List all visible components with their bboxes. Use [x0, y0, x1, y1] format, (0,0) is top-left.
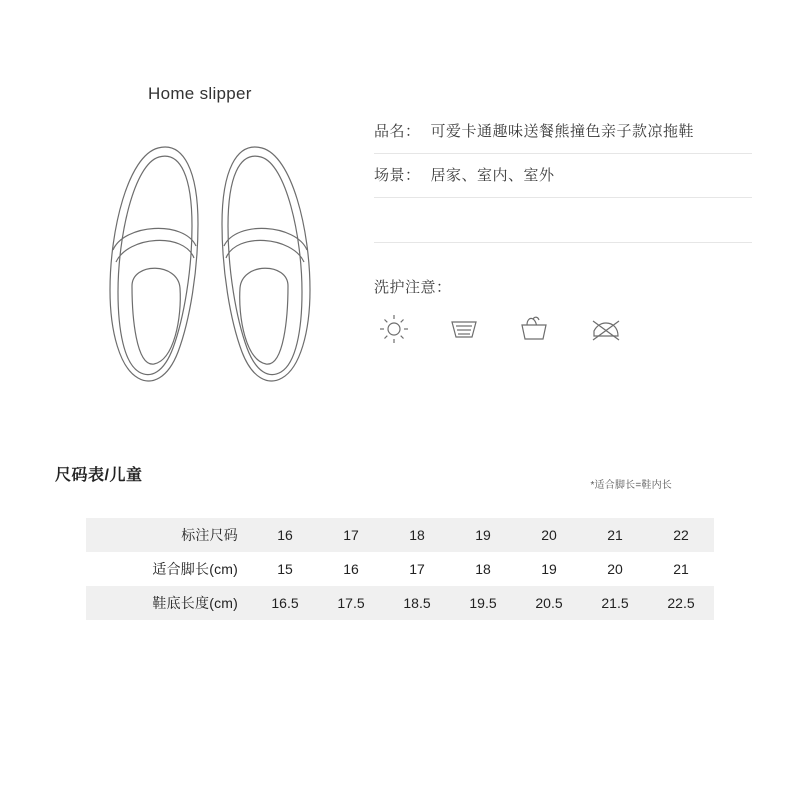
row-label: 鞋底长度(cm)	[152, 595, 238, 611]
spec-value: 可爱卡通趣味送餐熊撞色亲子款凉拖鞋	[430, 123, 695, 140]
care-instructions-title: 洗护注意：	[374, 279, 452, 296]
no-tumble-dry-sun-icon	[374, 310, 414, 348]
table-cell: 20	[541, 527, 557, 543]
table-cell: 17.5	[337, 595, 365, 611]
size-chart-heading: 尺码表/儿童	[55, 467, 143, 484]
row-label: 标注尺码	[181, 527, 238, 543]
table-row	[86, 586, 714, 620]
table-cell: 22	[673, 527, 689, 543]
table-cell: 15	[277, 561, 293, 577]
table-cell: 20.5	[535, 595, 563, 611]
table-cell: 21.5	[601, 595, 629, 611]
care-icon-row	[374, 310, 634, 352]
hand-wash-basin-icon	[514, 310, 554, 348]
table-cell: 16.5	[271, 595, 299, 611]
spec-row	[374, 154, 752, 198]
table-cell: 22.5	[667, 595, 695, 611]
table-cell: 19.5	[469, 595, 497, 611]
table-cell: 18.5	[403, 595, 431, 611]
table-cell: 21	[673, 561, 689, 577]
spec-row	[374, 110, 752, 154]
size-chart-table	[86, 518, 714, 620]
row-label: 适合脚长(cm)	[152, 561, 238, 577]
no-bleach-lines-icon	[444, 310, 484, 348]
table-cell: 21	[607, 527, 623, 543]
table-row	[86, 552, 714, 586]
spec-label: 场景：	[374, 167, 421, 184]
size-chart-note: *适合脚长=鞋内长	[590, 480, 672, 491]
product-spec-list	[374, 110, 752, 243]
table-cell: 16	[343, 561, 359, 577]
table-cell: 17	[343, 527, 359, 543]
table-cell: 16	[277, 527, 293, 543]
table-cell: 18	[475, 561, 491, 577]
table-cell: 17	[409, 561, 425, 577]
table-cell: 18	[409, 527, 425, 543]
table-row	[86, 518, 714, 552]
slipper-illustration	[80, 120, 340, 400]
slipper-title: Home slipper	[148, 84, 252, 103]
table-cell: 19	[541, 561, 557, 577]
table-cell: 19	[475, 527, 491, 543]
spec-row-divider	[374, 198, 752, 243]
spec-value: 居家、室内、室外	[430, 167, 555, 184]
no-ironing-icon	[586, 310, 626, 348]
spec-label: 品名：	[374, 123, 421, 140]
table-cell: 20	[607, 561, 623, 577]
